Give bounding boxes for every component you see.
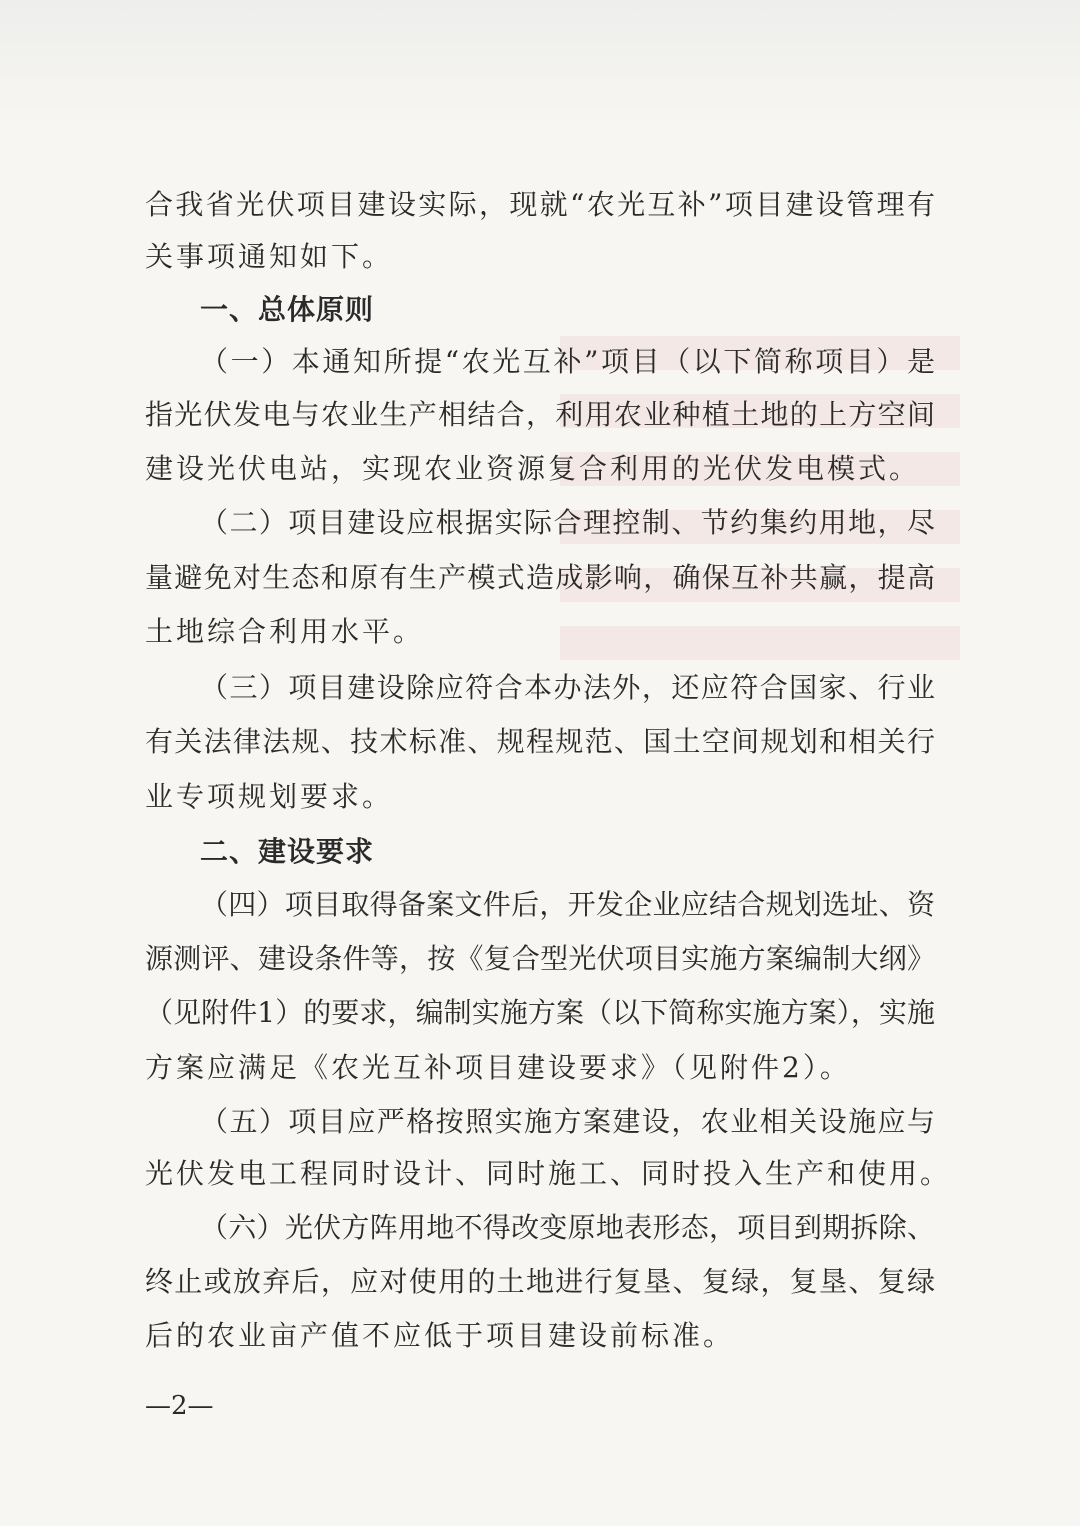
text-line: 源测评、建设条件等，按《复合型光伏项目实施方案编制大纲》	[145, 942, 935, 975]
section-heading-2: 二、建设要求	[200, 835, 375, 868]
text-line: 业专项规划要求。	[145, 780, 394, 813]
text-line: （二）项目建设应根据实际合理控制、节约集约用地，尽	[200, 506, 935, 539]
scan-shading	[0, 0, 1080, 130]
page-number: —2—	[145, 1391, 214, 1421]
text-line: （四）项目取得备案文件后，开发企业应结合规划选址、资	[200, 888, 935, 921]
text-line: 有关法律法规、技术标准、规程规范、国土空间规划和相关行	[145, 725, 935, 758]
text-line: 光伏发电工程同时设计、同时施工、同时投入生产和使用。	[145, 1157, 952, 1190]
text-line: 方案应满足《农光互补项目建设要求》（见附件2）。	[145, 1051, 851, 1084]
text-line: （一）本通知所提“农光互补”项目（以下简称项目）是	[200, 345, 935, 378]
text-line: 量避免对生态和原有生产模式造成影响，确保互补共赢，提高	[145, 561, 935, 594]
section-heading-1: 一、总体原则	[200, 293, 375, 326]
text-line: （三）项目建设除应符合本办法外，还应符合国家、行业	[200, 671, 935, 704]
text-line: 建设光伏电站，实现农业资源复合利用的光伏发电模式。	[145, 452, 921, 485]
text-line: 土地综合利用水平。	[145, 615, 425, 648]
text-line: （六）光伏方阵用地不得改变原地表形态，项目到期拆除、	[200, 1211, 935, 1244]
text-line: 合我省光伏项目建设实际，现就“农光互补”项目建设管理有	[145, 188, 935, 221]
text-line: 后的农业亩产值不应低于项目建设前标准。	[145, 1319, 735, 1352]
text-line: （见附件1）的要求，编制实施方案（以下简称实施方案），实施	[145, 996, 935, 1029]
text-line: 终止或放弃后，应对使用的土地进行复垦、复绿，复垦、复绿	[145, 1265, 935, 1298]
text-line: 关事项通知如下。	[145, 240, 394, 273]
text-line: 指光伏发电与农业生产相结合，利用农业种植土地的上方空间	[145, 398, 935, 431]
text-line: （五）项目应严格按照实施方案建设，农业相关设施应与	[200, 1105, 935, 1138]
